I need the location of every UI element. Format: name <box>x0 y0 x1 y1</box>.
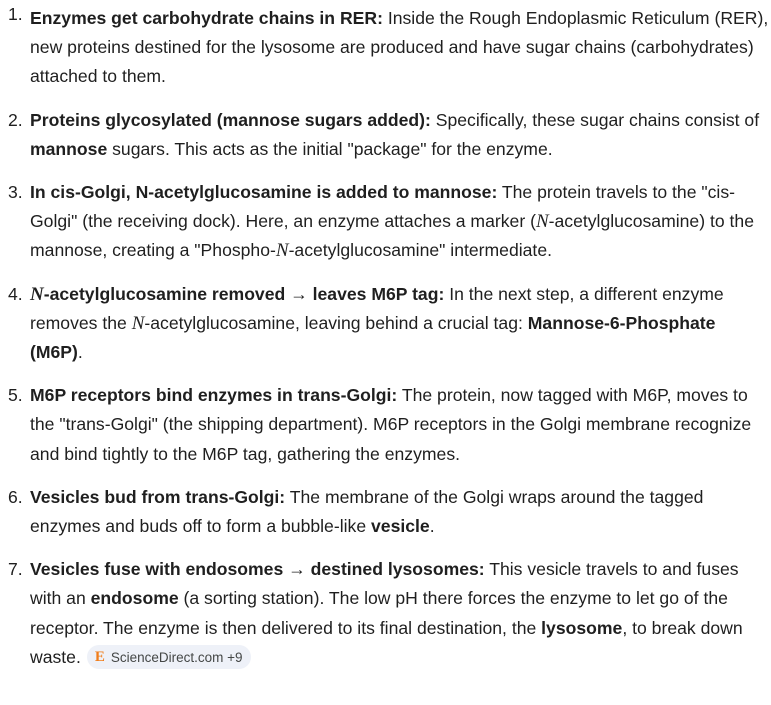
list-item-step-7 <box>8 555 771 672</box>
step-emphasis: endosome <box>90 588 179 609</box>
step-text: Specifically, these sugar chains consist of <box>430 109 760 130</box>
step-number: 7. <box>8 559 23 580</box>
step-text: . <box>429 516 435 537</box>
steps-list <box>8 0 771 672</box>
step-number: 2. <box>8 109 23 130</box>
list-item-step-1 <box>8 0 771 92</box>
step-heading: -acetylglucosamine removed → leaves M6P tag: <box>43 283 445 304</box>
step-text: In the next step, a different enzyme removes the <box>30 283 724 333</box>
step-heading: Vesicles bud from trans-Golgi: <box>30 486 286 507</box>
list-item-step-4 <box>8 280 771 368</box>
step-text: -acetylglucosamine" intermediate. <box>288 240 552 261</box>
list-item-step-5 <box>8 381 771 469</box>
step-heading: Vesicles fuse with endosomes → destined lysosomes: <box>30 559 485 580</box>
step-text: -acetylglucosamine) to the mannose, creating a "Phospho- <box>30 211 754 261</box>
math-italic-n: N <box>30 283 44 305</box>
step-emphasis: vesicle <box>371 516 430 537</box>
step-heading: Proteins glycosylated (mannose sugars added): <box>30 109 431 130</box>
step-heading: In cis-Golgi, N-acetylglucosamine is added to mannose: <box>30 182 498 203</box>
math-italic-n: N <box>275 240 289 262</box>
list-item-step-2 <box>8 106 771 164</box>
math-italic-n: N <box>131 312 145 334</box>
step-text: The membrane of the Golgi wraps around the tagged enzymes and buds off to form a bubble-like <box>30 486 704 537</box>
step-number: 3. <box>8 182 23 203</box>
citation-chip[interactable] <box>87 645 251 669</box>
list-item-step-6 <box>8 483 771 541</box>
step-text: Inside the Rough Endoplasmic Reticulum (RER), new proteins destined for the lysosome are produced and have sugar chains (carbohydrates) attached to them. <box>30 8 769 87</box>
step-text: The protein travels to the "cis-Golgi" (the receiving dock). Here, an enzyme attaches a marker ( <box>30 182 735 232</box>
step-text: The protein, now tagged with M6P, moves to the "trans-Golgi" (the shipping department). M6P receptors in the Golgi membrane recognize and bind tightly to the M6P tag, gathering the enzymes. <box>30 385 752 464</box>
step-number: 1. <box>8 4 23 24</box>
step-text: sugars. This acts as the initial "package" for the enzyme. <box>107 138 553 159</box>
step-emphasis: Mannose-6-Phosphate (M6P) <box>30 312 716 363</box>
step-number: 4. <box>8 283 23 304</box>
step-emphasis: mannose <box>30 138 108 159</box>
sciencedirect-logo-icon: E <box>94 648 105 665</box>
step-number: 5. <box>8 385 23 406</box>
step-number: 6. <box>8 486 23 507</box>
step-text: , to break down waste. <box>30 617 743 667</box>
math-italic-n: N <box>535 211 549 233</box>
list-item-step-3 <box>8 178 771 266</box>
step-text: -acetylglucosamine, leaving behind a crucial tag: <box>144 312 528 333</box>
step-text: . <box>77 342 83 363</box>
step-emphasis: lysosome <box>541 617 623 638</box>
step-heading: Enzymes get carbohydrate chains in RER: <box>30 8 383 28</box>
citation-label: ScienceDirect.com +9 <box>110 649 243 665</box>
step-text: This vesicle travels to and fuses with an <box>30 559 739 609</box>
step-heading: M6P receptors bind enzymes in trans-Golgi: <box>30 385 398 406</box>
step-text: (a sorting station). The low pH there forces the enzyme to let go of the receptor. The enzyme is then delivered to its final destination, the <box>30 588 728 638</box>
